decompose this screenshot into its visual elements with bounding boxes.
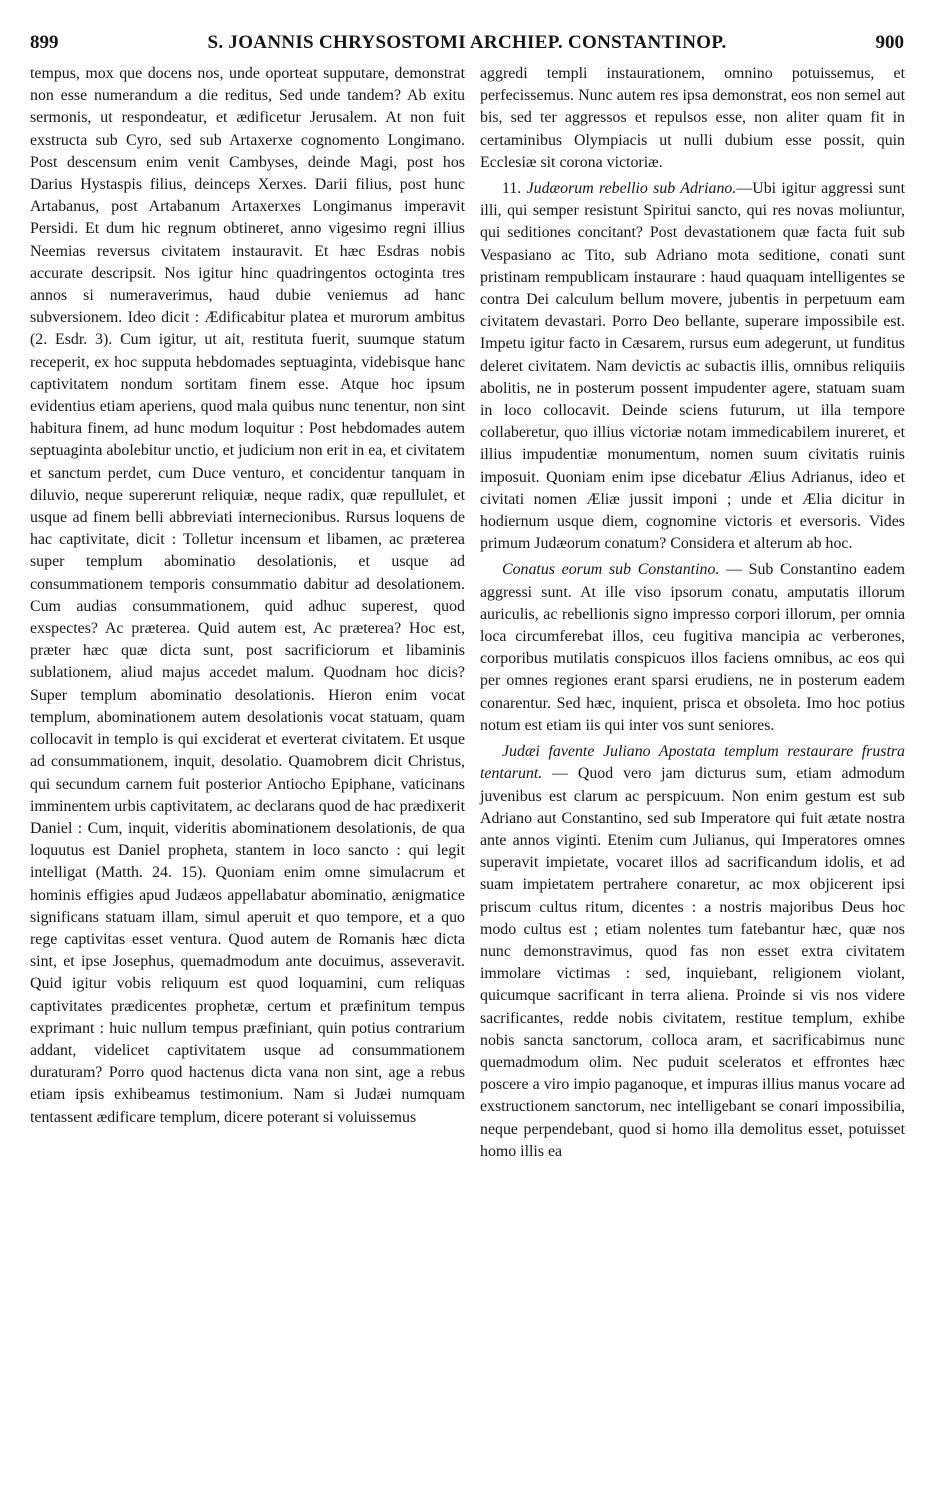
section-body: — Sub Constantino eadem aggressi sunt. At ille viso ipsorum conatu, amputatis illorum auriculis, ac rebellionis signo impresso corpori illorum, per omnia loca circumferebat illos, ceu fugitiva mancipia ac verberones, corporibus mutilatis conspicuos illos faciens omnibus, ac eos qui per omnes regiones erant sparsi erudiens, ne in posterum eadem conarentur. Sed hæc, inquient, prisca et obsoleta. Imo hoc potius notum est etiam iis qui inter vos sunt seniores.: [480, 561, 905, 734]
section-body: — Quod vero jam dicturus sum, etiam admodum juvenibus est clarum ac perspicuum. Non enim gestum est sub Adriano aut Constantino, sed sub Imperatore qui fuit ætate nostra ante annos viginti. Etenim cum Julianus, qui Imperatores omnes superavit impietate, vocaret illos ad sacrificandum idolis, et ad suam impietatem pertrahere conaretur, ac mox objicerent ipsi priscum cultus ritum, dicentes : a nostris majoribus Deus hoc modo cultus est ; etiam nolentes tum fatebantur hæc, quæ nos nunc demonstravimus, quod fas non esset extra civitatem immolare victimas : sed, inquiebant, religionem violant, quicumque sacrificant in terra aliena. Proinde si vis nos videre sacrificantes, redde nobis civitatem, restitue templum, exhibe nobis sancta sanctorum, colloca aram, et sacrificabimus nunc quemadmodum olim. Nec puduit sceleratos et effrontes hæc poscere a viro impio paganoque, et impuras illius manus vocare ad exstructionem sanctorum, nec intelligebant se conari impossibilia, neque perpendebant, quod si homo illa demolitus esset, potuisset homo illis ea: [480, 765, 905, 1160]
right-column: [480, 63, 905, 1163]
paragraph: tempus, mox que docens nos, unde oporteat supputare, demonstrat non esse numerandum a die reditus, Sed unde tandem? Ab exitu sermonis, ut respondeatur, et ædificetur Jerusalem. At non fuit exstructa sub Cyro, sed sub Artaxerxe cognomento Longimano. Post descensum enim venit Cambyses, deinde Magi, post hos Darius Hystaspis filius, deinceps Xerxes. Darii filius, post hunc Artabanus, post Artabanum Artaxerxes Longimanus imperavit Persidi. Et dum hic regnum obtineret, anno vigesimo regni illius Neemias reversus civitatem instauravit. Et hæc Esdras nobis accurate descripsit. Nos igitur hinc quadringentos octoginta tres annos si numeraverimus, haud dubie veniemus ad hanc subversionem. Ideo dicit : Ædificabitur platea et murorum ambitus (2. Esdr. 3). Cum igitur, ut ait, restituta fuerit, suumque statum receperit, ex hoc supputa hebdomades septuaginta, videbisque hanc captivitatem nondum sortitam finem esse. Atque hoc ipsum evidentius etiam aperiens, quod mala quibus nunc tenentur, non sint habitura finem, ad hunc modum loquitur : Post hebdomades autem septuaginta abolebitur unctio, et judicium non erit in ea, et civitatem et sanctum perdet, cum Duce venturo, et concidentur tanquam in diluvio, neque supererunt reliquiæ, neque radix, quæ repullulet, et usque ad finem belli abbreviati internecionibus. Rursus loquens de hac captivitate, dicit : Tolletur incensum et libamen, ac præterea super templum abominatio desolationis, et usque ad consummationem temporis consummatio dabitur ad desolationem. Cum audias consummationem, quid adhuc superest, quod exspectes? Ac præterea. Quid autem est, Ac præterea? Hoc est, præter hæc quæ dicta sunt, post sacrificiorum et libaminis sublationem, aliud majus accedet malum. Quodnam hoc dicis? Super templum abominatio desolationis. Hieron enim vocat templum, abominationem autem desolationis vocat statuam, quam collocavit in templo is qui exciderat et everterat civitatem. Et usque ad consummationem, inquit, desolatio. Quamobrem dicit Christus, qui secundum carnem fuit posterior Antiocho Epiphane, vaticinans imminentem urbis captivitatem, ac declarans quod de hac prædixerit Daniel : Cum, inquit, videritis abominationem desolationis, de qua loquutus est Daniel propheta, stantem in loco sancto : qui legit intelligat (Matth. 24. 15). Quoniam enim omne simulacrum et hominis effigies apud Judæos appellabatur abominatio, ænigmatice significans statuam illam, simul aperuit et quo tempore, et a quo rege captivitas esset ventura. Quod autem de Romanis hæc dicta sint, et ipse Josephus, quemadmodum ante docuimus, asseveravit. Quid igitur vobis reliquum est quod loquamini, cum reliquas captivitates prædicentes prophetæ, certum et præfinitum tempus exprimant : huic nullum tempus præfiniant, quin potius contrarium addant, videlicet captivitatem usque ad consummationem duraturam? Porro quod hactenus dicta vana non sint, age a rebus etiam ipsis exhibeamus testimonium. Nam si Judæi numquam tentassent ædificare templum, dicere poterant si voluissemus: [30, 65, 465, 1126]
section-paragraph-constantinus: [480, 559, 905, 737]
left-column: [30, 63, 465, 1129]
section-body: —Ubi igitur aggressi sunt illi, qui semper resistunt Spiritui sancto, qui res novas moliuntur, qui seditiones concitant? Post devastationem quæ facta fuit sub Vespasiano ac Tito, sub Adriano mota seditione, conati sunt pristinam rempublicam instaurare : haud quaquam intelligentes se contra Dei calculum bellum movere, jubentis in perpetuum eam civitatem devastari. Porro Deo bellante, superare impossibile est. Impetu igitur facto in Cæsarem, rursus eum adegerunt, ut funditus deleret civitatem. Nam devictis ac subactis illis, omnibus reliquiis abolitis, ne in posterum possent impudenter agere, statuam suam in loco collocavit. Deinde sciens futurum, ut illa tempore collaberetur, quo illius victoriæ notam immedicabilem inureret, et illius impudentiæ monumentum, nomen suum civitatis ruinis imposuit. Quoniam enim ipse dicebatur Ælius Adrianus, ideo et civitati nomen Æliæ jussit imponi ; unde et Ælia dicitur in hodiernum usque diem, cognomine victoris et eversoris. Vides primum Judæorum conatum? Considera et alterum ab hoc.: [480, 180, 905, 553]
section-heading: Judæorum rebellio sub Adriano.: [526, 180, 737, 198]
section-heading: Conatus eorum sub Constantino.: [502, 561, 720, 579]
section-heading: Judæi favente Juliano Apostata templum restaurare frustra tentarunt.: [480, 743, 905, 783]
page-number-left: 899: [30, 32, 59, 53]
section-number: 11.: [502, 180, 522, 198]
section-paragraph-julianus: [480, 741, 905, 1163]
paragraph: aggredi templi instaurationem, omnino potuissemus, et perfecissemus. Nunc autem res ipsa demonstrat, eos non semel aut bis, sed ter aggressos et repulsos esse, non aliter quam fit in certaminibus Olympiacis ut nulli dubium esse possit, quin Ecclesiæ sit corona victoriæ.: [480, 65, 905, 171]
page-number-right: 900: [875, 32, 904, 53]
page-header: [30, 32, 904, 62]
section-paragraph-adrianus: [480, 178, 905, 555]
running-title: S. JOANNIS CHRYSOSTOMI ARCHIEP. CONSTANTINOP.: [207, 32, 727, 53]
